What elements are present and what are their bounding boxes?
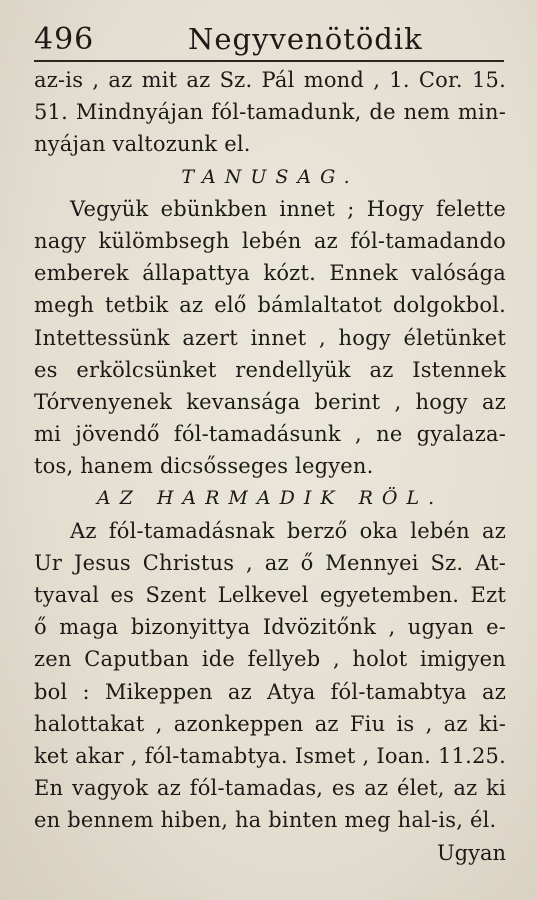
- text-line: es erkölcsünket rendellyük az Istennek: [34, 357, 506, 382]
- body-text: [34, 64, 506, 869]
- text-line: tos, hanem dicsősseges legyen.: [34, 454, 374, 479]
- text-line: Intettessünk azert innet , hogy életünket: [34, 325, 506, 350]
- text-line: megh tetbik az elő bámlaltatot dolgokbol.: [34, 293, 506, 318]
- section-heading: TANUSAG.: [181, 165, 359, 188]
- page-header: [34, 22, 504, 62]
- text-line: tyaval es Szent Lelkevel egyetemben. Ezt: [34, 583, 506, 607]
- text-line: en bennem hiben, ha binten meg hal-is, él.: [34, 808, 497, 833]
- text-line: Az fól-tamadásnak berző oka lebén az: [70, 518, 506, 543]
- text-line: zen Caputban ide fellyeb , holot imigyen: [34, 647, 506, 672]
- text-line: nagy külömbsegh lebén az fól-tamadando: [34, 228, 506, 253]
- running-title: Negyvenӧtӧdik: [188, 22, 423, 56]
- text-line: emberek állapattya kózt. Ennek valósága: [34, 261, 506, 286]
- text-line: halottakat , azonkeppen az Fiu is , az ki-: [34, 711, 506, 736]
- text-line: mi jövendő fól-tamadásunk , ne gyalaza-: [34, 422, 506, 447]
- text-line: bol : Mikeppen az Atya fól-tamabtya az: [34, 679, 506, 704]
- text-line: 51. Mindnyájan fól-tamadunk, de nem min-: [34, 100, 506, 125]
- page-number: 496: [34, 22, 95, 57]
- text-line: Ur Jesus Christus , az ő Mennyei Sz. At-: [34, 550, 506, 575]
- text-line: En vagyok az fól-tamadas, es az élet, az ki: [34, 776, 506, 801]
- text-line: az-is , az mit az Sz. Pál mond , 1. Cor. 15.: [34, 68, 506, 92]
- text-line: ő maga bizonyittya Idvözitőnk , ugyan e-: [34, 615, 506, 640]
- text-line: Tórvenyenek kevansága berint , hogy az: [34, 389, 506, 414]
- text-line: ket akar , fól-tamabtya. Ismet , Ioan. 11.25.: [34, 743, 506, 768]
- section-heading: AZ HARMADIK RÖL.: [96, 487, 444, 510]
- text-line: Vegyük ebünkben innet ; Hogy felette: [70, 196, 506, 221]
- catchword: Ugyan: [436, 840, 506, 865]
- text-line: nyájan valtozunk el.: [34, 132, 251, 157]
